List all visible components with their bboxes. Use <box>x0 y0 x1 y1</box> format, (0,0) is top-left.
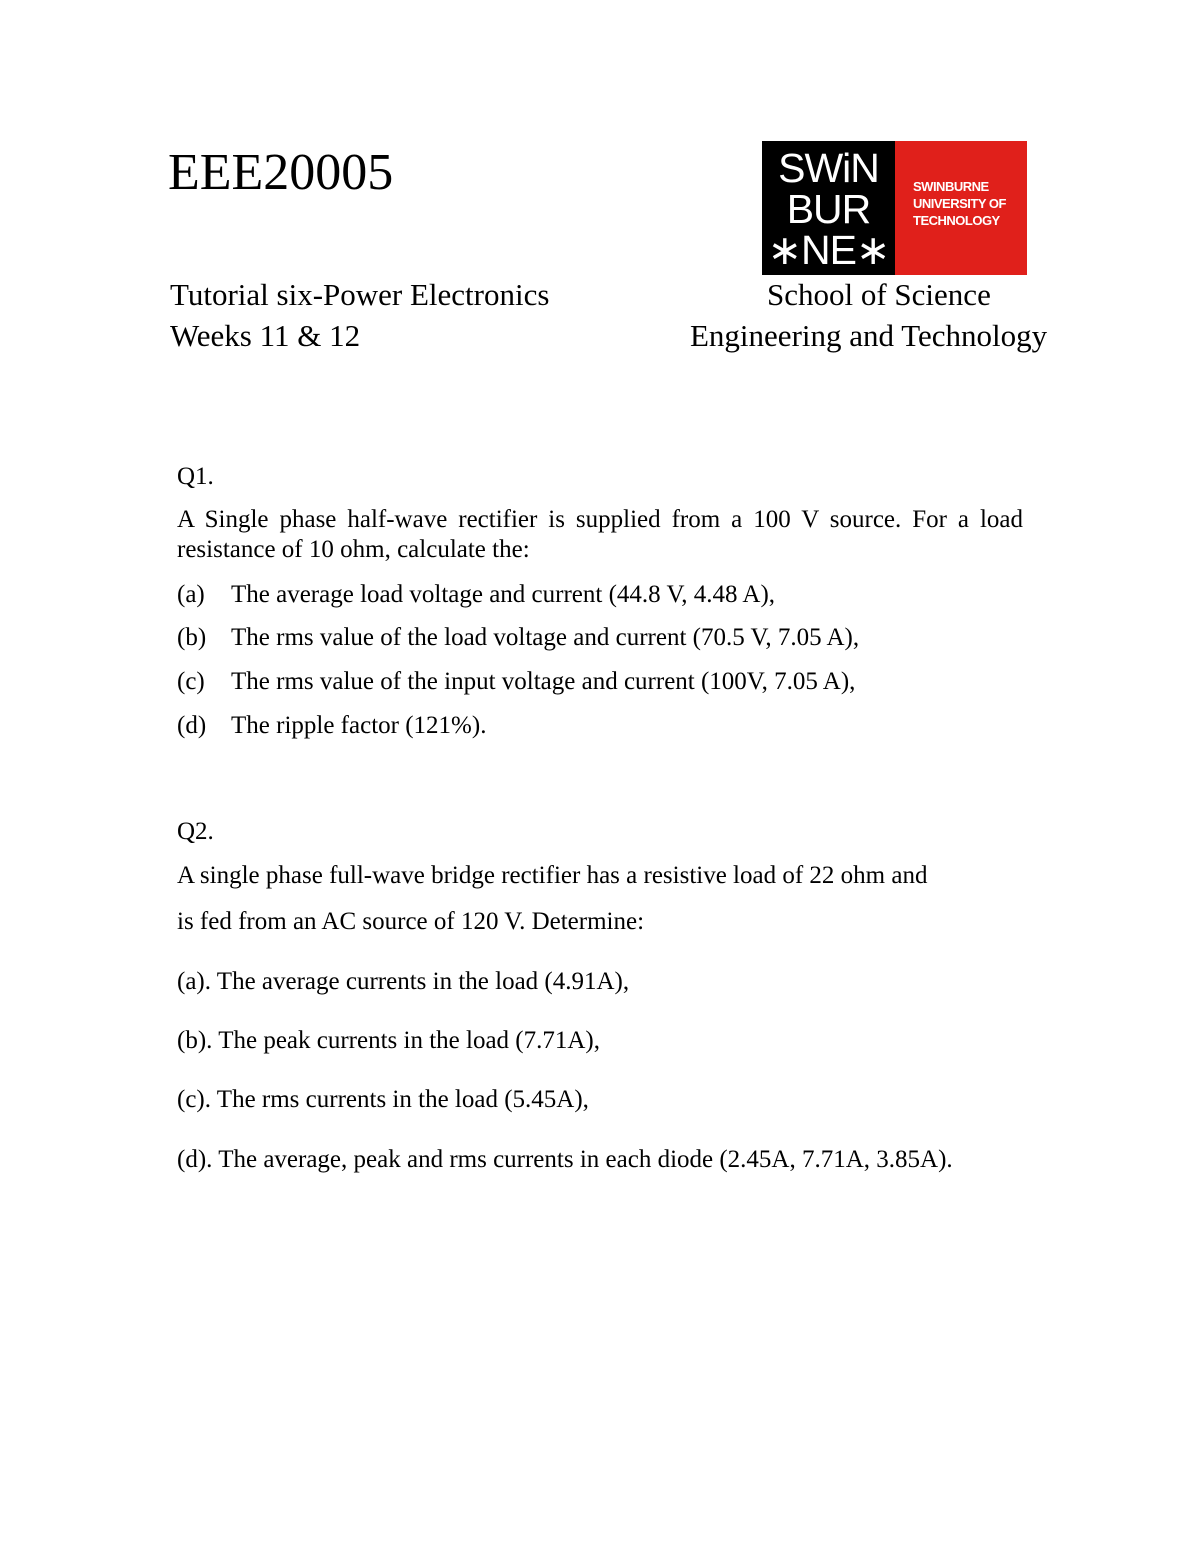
logo-name-block <box>895 141 1027 275</box>
logo-name-line: TECHNOLOGY <box>913 213 1000 228</box>
logo-name-line: SWINBURNE <box>913 179 989 194</box>
school-name-line1: School of Science <box>767 277 991 312</box>
part-text: The rms value of the load voltage and current (70.5 V, 7.05 A), <box>231 624 860 651</box>
q1-part-b <box>177 623 859 653</box>
q2-part-d: (d). The average, peak and rms currents in each diode (2.45A, 7.71A, 3.85A). <box>177 1146 953 1173</box>
q1-part-c <box>177 667 855 697</box>
q2-part-a: (a). The average currents in the load (4.91A), <box>177 968 630 995</box>
q1-part-d <box>177 711 486 741</box>
q2-part-b: (b). The peak currents in the load (7.71A), <box>177 1027 601 1054</box>
part-text: The average load voltage and current (44.8 V, 4.48 A), <box>231 581 776 608</box>
course-code: EEE20005 <box>168 144 394 201</box>
logo-name-line: UNIVERSITY OF <box>913 196 1006 211</box>
logo-mark-line: SWiN <box>778 145 879 191</box>
logo-mark-line: ∗NE∗ <box>767 227 890 273</box>
part-letter: (b) <box>177 624 207 651</box>
part-letter: (a) <box>177 581 205 608</box>
part-text: The ripple factor (121%). <box>231 712 487 739</box>
q1-label: Q1. <box>177 463 214 490</box>
q2-label: Q2. <box>177 818 214 845</box>
logo-mark-line: BUR <box>786 186 871 232</box>
q2-intro-line2: is fed from an AC source of 120 V. Determine: <box>177 908 645 935</box>
swinburne-logo <box>762 141 1027 275</box>
part-letter: (d) <box>177 712 207 739</box>
weeks-label: Weeks 11 & 12 <box>170 318 361 353</box>
school-name-line2: Engineering and Technology <box>690 318 1048 353</box>
q1-part-a <box>177 580 775 610</box>
logo-mark <box>762 141 895 275</box>
tutorial-title: Tutorial six-Power Electronics <box>170 277 550 312</box>
q2-part-c: (c). The rms currents in the load (5.45A), <box>177 1086 589 1113</box>
q2-intro-line1: A single phase full-wave bridge rectifier has a resistive load of 22 ohm and <box>177 862 928 889</box>
part-text: The rms value of the input voltage and current (100V, 7.05 A), <box>231 668 856 695</box>
part-letter: (c) <box>177 668 205 695</box>
q1-intro: A Single phase half-wave rectifier is supplied from a 100 V source. For a load resistance of 10 ohm, calculate the: <box>177 506 1023 563</box>
